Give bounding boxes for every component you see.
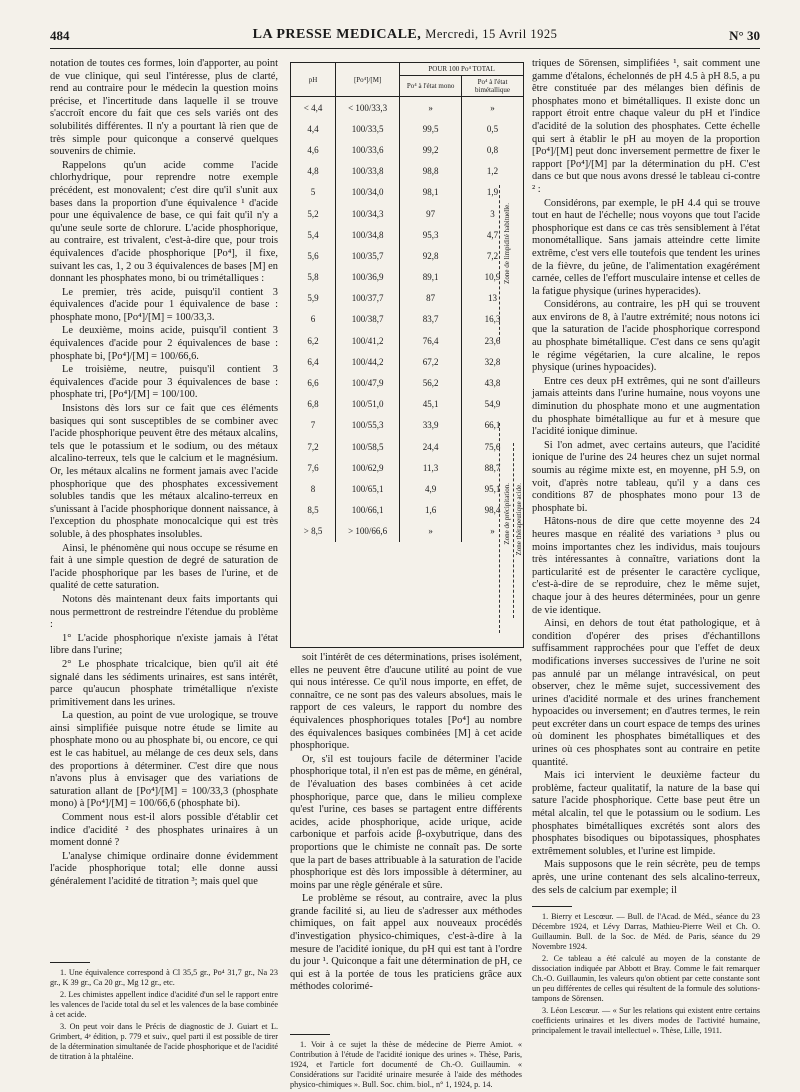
footnote: 1. Bierry et Lescœur. — Bull. de l'Acad. de Méd., séance du 23 Décembre 1924, et Lévy Darras, Mathieu-Pierre Weil et Ch. O. Guillaumin. Bull. de la Soc. de Méd. de Paris, séance du 29 Novembre 1924. <box>532 912 760 951</box>
page-number: 484 <box>50 28 70 43</box>
table-row <box>291 97 523 119</box>
mono-cell: 11,3 <box>400 457 462 478</box>
footnote: 2. Les chimistes appellent indice d'acidité d'un sel le rapport entre les valences de l'acide total du sel et les valences de la base combinée à cet acide. <box>50 990 278 1019</box>
footnote-rule <box>50 962 90 963</box>
footnote: 2. Ce tableau a été calculé au moyen de la constante de dissociation indiquée par Abbott et Bray. Comme le fait remarquer Ch.-O. Guillaumin, les valeurs qu'on obtient par cette constante sont un peu différentes de celles qui résultent de la formule des solutions-tampons de Sörensen. <box>532 954 760 1003</box>
paragraph: soit l'intérêt de ces déterminations, prises isolément, elles ne peuvent être d'aucune utilité au point de vue qui nous intéresse. Ce qu'il nous importe, en effet, de connaître, ce ne sont pas des valeurs absolues, mais le rapport de ces valeurs, le rapport du nombre des équivalences phosphoriques totales [Po⁴] au nombre des équivalences basiques combinées [M] à cet acide phosphorique. <box>290 652 522 752</box>
ph-cell: 4,6 <box>291 139 336 160</box>
paragraph: La question, au point de vue urologique, se trouve ainsi simplifiée puisque notre étude se limite au phosphate mono ou au phosphate bi, ou encore, ce qui est le cas habituel, au mélange de ces deux sels, dans des proportions à déterminer. C'est dire que nous n'avons plus à envisager que des variations de saturation allant de [Po⁴]/[M] = 100/33,3 (phosphate mono) à [Po⁴]/[M] = 100/66,6 (phosphate bi). <box>50 710 278 810</box>
ph-cell: 8,5 <box>291 500 336 521</box>
bi-cell: 23,6 <box>484 335 501 346</box>
paragraph: Le troisième, neutre, puisqu'il contient 3 équivalences d'acide pour 3 équivalences de base : phosphate tri, [Po⁴]/[M] = 100/100. <box>50 364 278 401</box>
ratio-cell: 100/38,7 <box>336 309 400 330</box>
paragraph: Mais ici intervient le deuxième facteur du problème, facteur qualitatif, la nature de la base qui sature l'acide phosphorique. Cette base peut être un métal alcalin, tel que le potassium ou le sodium. Les phosphates bimétalliques excrétés sont alors des phosphates bisodiques ou bipotassiques, phosphates extrêmement solubles, et l'urine est limpide. <box>532 770 760 857</box>
bi-cell: 1,9 <box>486 187 499 198</box>
paragraph: Considérons, par exemple, le pH 4.4 qui se trouve tout en haut de l'échelle; nous voyons que tout l'acide phosphorique est dans ce cas très sensiblement à l'état monométallique. Sans jamais atteindre cette limite extrême, c'est vers elle toutefois que tendent les urines de la fièvre, du jeûne, de l'alimentation exagérément carnée, celles de l'effort musculaire intense et celles de la fatigue physique (urines hyperacides). <box>532 197 760 297</box>
footnote: 1. Une équivalence correspond à Cl 35,5 gr., Po⁴ 31,7 gr., Na 23 gr., K 39 gr., Ca 20 gr., Mg 12 gr., etc. <box>50 968 278 987</box>
bi-cell: 88,7 <box>484 462 501 473</box>
bi-cell: 98,4 <box>484 505 501 516</box>
table-row <box>291 203 523 224</box>
mono-cell: » <box>400 97 462 119</box>
issue-number: N° 30 <box>729 28 760 43</box>
ph-cell: 6,2 <box>291 330 336 351</box>
ph-table <box>290 62 524 648</box>
mono-cell: » <box>400 521 462 542</box>
ratio-cell: 100/33,8 <box>336 161 400 182</box>
bi-cell: 7,2 <box>486 250 499 261</box>
header-mono: Po⁴ à l'état mono <box>400 76 462 97</box>
table-row <box>291 224 523 245</box>
ph-cell: 5 <box>291 182 336 203</box>
zone-label-limpidity: Zone de limpidité habituelle. <box>503 203 511 284</box>
paragraph: Le premier, très acide, puisqu'il contient 3 équivalences d'acide pour 1 équivalence de base : phosphate mono, [Po⁴]/[M] = 100/33,3. <box>50 286 278 323</box>
paragraph: Or, s'il est toujours facile de déterminer l'acide phosphorique total, il n'en est pas de même, en général, de l'évaluation des bases combinées à cet acide phosphorique, parce que, dans le milieu complexe qu'est l'urine, ces bases se partagent entre différents acides, acide phosphorique, acide urique, acide carbonique et parfois acide β-oxybutrique, dans des proportions que le chimiste ne connaît pas. De sorte que la part de bases attribuable à la saturation de l'acide phosphorique est dès lors impossible à déterminer, au moins par une règle générale et sûre. <box>290 753 522 891</box>
bi-cell: 43,8 <box>484 378 501 389</box>
header-bi: Po⁴ à l'état bimétallique <box>462 76 523 97</box>
table-row <box>291 309 523 330</box>
issue-date: Mercredi, 15 Avril 1925 <box>425 27 558 41</box>
table-row <box>291 394 523 415</box>
paragraph: Comment nous est-il alors possible d'établir cet indice d'acidité ² des phosphates urinaires à un moment donné ? <box>50 812 278 849</box>
paragraph: Insistons dès lors sur ce fait que ces éléments basiques qui sont susceptibles de se combiner avec l'acide phosphorique peuvent être des métaux alcalins, tels que le potassium et le sodium, ou des métaux alcalino-terreux, tels que le calcium et le magnésium. Or, les métaux alcalins ne forment jamais avec l'acide phosphorique que des phosphates excessivement solubles tandis que les métaux alcalino-terreux en s'unissant à l'acide phosphorique donnent naissance, à l'exception du phosphate monocalcique qui est très soluble, à des phosphates insolubles. <box>50 403 278 540</box>
bi-cell: 54,9 <box>484 399 501 410</box>
ph-cell: 4,4 <box>291 118 336 139</box>
footnotes-left <box>50 968 278 1064</box>
column-right <box>532 58 760 898</box>
ratio-cell: 100/44,2 <box>336 351 400 372</box>
paragraph: Ainsi, en dehors de tout état pathologique, et à condition d'opérer des prises d'échantillons suffisamment rapprochées pour que l'effet de deux modifications inverses successives de l'urine ne soit pas annulé par un mélange intravésical, on peut observer, chez le même sujet, successivement des urines d'acidité normale et des urines franchement hypoacides ou inversement; en d'autres termes, le rein peut excréter dans un court espace de temps des urines où dominent les phosphates bimétalliques et des urines où ces phosphates sont au contraire en petite quantité. <box>532 618 760 768</box>
journal-title <box>50 27 760 43</box>
paragraph: triques de Sörensen, simplifiées ¹, sait comment une gamme d'étalons, échelonnés de pH 4.5 à pH 8.5, a pu être constituée par des mélanges bien définis de phosphates mono et bimétalliques. Il existe donc un rapport étroit entre chaque valeur du pH et l'indice d'acidité de la solution des phosphates. Cette échelle qui sert à établir le pH au moyen de la proportion [Po⁴]/[M] peut donc inversement permettre de fixer le rapport [Po⁴]/[M] par la détermination du pH. C'est dans ce but que nous avons dressé le tableau ci-contre ² : <box>532 58 760 195</box>
mono-cell: 56,2 <box>400 372 462 393</box>
footnote-rule <box>532 906 572 907</box>
paragraph: Entre ces deux pH extrêmes, qui ne sont d'ailleurs jamais atteints dans l'urine humaine, nous voyons une diminution du phosphate mono et une augmentation du phosphate bimétallique au fur et à mesure que l'acidité ionique diminue. <box>532 375 760 438</box>
bi-cell: 16,3 <box>484 314 501 325</box>
ph-cell: 4,8 <box>291 161 336 182</box>
column-left <box>50 58 278 890</box>
footnote: 3. Léon Lescœur. — « Sur les relations qui existent entre certains coefficients urinaires et les divers modes de l'activité humaine, principalement le travail intellectuel ». Thèse, Lille, 1911. <box>532 1006 760 1035</box>
table-row <box>291 182 523 203</box>
mono-cell: 24,4 <box>400 436 462 457</box>
paragraph: Si l'on admet, avec certains auteurs, que l'acidité ionique de l'urine des 24 heures chez un sujet normal soumis au régime mixte est, en moyenne, pH 5.9, on voit, d'après notre tableau, qu'il y a dans ces conditions 87 de phosphates mono pour 13 de phosphate bi. <box>532 439 760 514</box>
ratio-cell: > 100/66,6 <box>336 521 400 542</box>
bi-cell: 32,8 <box>484 356 501 367</box>
mono-cell: 98,1 <box>400 182 462 203</box>
bi-cell: 4,7 <box>486 229 499 240</box>
mono-cell: 87 <box>400 288 462 309</box>
ratio-cell: 100/37,7 <box>336 288 400 309</box>
footnotes-right <box>532 912 760 1038</box>
table-row <box>291 288 523 309</box>
mono-cell: 33,9 <box>400 415 462 436</box>
table-row <box>291 245 523 266</box>
table-row <box>291 436 523 457</box>
ph-cell: 5,6 <box>291 245 336 266</box>
zone-bracket <box>499 423 500 633</box>
zone-label-therapeutic: Zone thérapeutique acide. <box>515 483 523 556</box>
paragraph: Considérons, au contraire, les pH qui se trouvent aux environs de 8, à l'autre extrémité; nous notons ici que la saturation de l'acide phosphorique correspond au phosphate bimétallique. C'est dans ce sens qu'agit le régime végétarien, la cure alcaline, le repos physique (urines hypoacides). <box>532 299 760 374</box>
bi-cell: 1,2 <box>486 166 499 177</box>
table-row <box>291 521 523 542</box>
zone-bracket <box>499 185 500 340</box>
table-row <box>291 139 523 160</box>
zone-label-precipitation: Zone de précipitation. <box>503 483 511 545</box>
ph-cell: 8 <box>291 478 336 499</box>
ph-cell: < 4,4 <box>291 97 336 119</box>
mono-cell: 89,1 <box>400 267 462 288</box>
ratio-cell: 100/55,3 <box>336 415 400 436</box>
header-ph: pH <box>291 63 336 97</box>
footnote: 3. On peut voir dans le Précis de diagnostic de J. Guiart et L. Grimbert, 4ᵉ édition, p. 779 et suiv., quel parti il est possible de tirer de la détermination simultanée de l'acide phosphorique et de l'acidité de titration à la phtaléine. <box>50 1022 278 1061</box>
ph-cell: > 8,5 <box>291 521 336 542</box>
table-row <box>291 372 523 393</box>
footnotes-middle <box>290 1040 522 1092</box>
ph-cell: 6,4 <box>291 351 336 372</box>
mono-cell: 1,6 <box>400 500 462 521</box>
ratio-cell: 100/34,8 <box>336 224 400 245</box>
mono-cell: 98,8 <box>400 161 462 182</box>
ph-cell: 7,2 <box>291 436 336 457</box>
paragraph: 1° L'acide phosphorique n'existe jamais à l'état libre dans l'urine; <box>50 632 278 657</box>
paragraph: Mais supposons que le rein sécrète, peu de temps après, une urine contenant des sels alcalino-terreux, des sels de calcium par exemple; il <box>532 859 760 896</box>
footnote: 1. Voir à ce sujet la thèse de médecine de Pierre Amiot. « Contribution à l'étude de l'acidité ionique des urines ». Thèse, Paris, 1924, et l'article fort documenté de Ch.-O. Guillaumin. « Considérations sur l'acidité urinaire mesurée à l'aide des méthodes physico-chimiques ». Bull. Soc. chim. biol., n° 1, 1924, p. 14. <box>290 1040 522 1089</box>
table-row <box>291 457 523 478</box>
mono-cell: 45,1 <box>400 394 462 415</box>
ph-cell: 6,8 <box>291 394 336 415</box>
paragraph: notation de toutes ces formes, loin d'apporter, au point de vue clinique, qui seul l'intéresse, plus de clarté, rend au contraire pour le médecin la question moins précise, et l'incertitude dans laquelle il se trouve s'accroît encore du fait que ces sels variés ont des solubilités différentes. Il n'y a pourtant là rien que de très simple pour quiconque a conservé quelques souvenirs de chimie. <box>50 58 278 158</box>
mono-cell: 83,7 <box>400 309 462 330</box>
ratio-cell: 100/51,0 <box>336 394 400 415</box>
ratio-cell: 100/34,0 <box>336 182 400 203</box>
bi-cell: 66,1 <box>484 420 501 431</box>
mono-cell: 92,8 <box>400 245 462 266</box>
bi-cell: » <box>490 526 495 537</box>
ph-cell: 7,6 <box>291 457 336 478</box>
ratio-cell: 100/34,3 <box>336 203 400 224</box>
ratio-cell: 100/62,9 <box>336 457 400 478</box>
paragraph: Notons dès maintenant deux faits importants qui nous permettront de restreindre l'étendue du problème : <box>50 593 278 631</box>
table-row <box>291 478 523 499</box>
ph-cell: 5,8 <box>291 267 336 288</box>
paragraph: Le deuxième, moins acide, puisqu'il contient 3 équivalences d'acide pour 2 équivalences de base : phosphate bi, [Po⁴]/[M] = 100/66,6. <box>50 325 278 362</box>
paragraph: L'analyse chimique ordinaire donne évidemment l'acide phosphorique total; elle donne aussi généralement l'acidité de titration ³; mais quel que <box>50 850 278 887</box>
bi-cell: 3 <box>490 208 495 219</box>
paragraph: Le problème se résout, au contraire, avec la plus grande facilité si, au lieu de s'adresser aux méthodes chimiques, on fait appel aux nouveaux procédés d'investigation physico-chimiques, c'est-à-dire à la mesure de l'acidité ionique, du pH qui est tant à l'ordre du jour ¹. Quiconque a fait une détermination de pH, ce qui est à la portée de tous les praticiens grâce aux méthodes colorimé- <box>290 893 522 993</box>
header-group: POUR 100 Po⁴ TOTAL <box>400 63 523 76</box>
mono-cell: 99,2 <box>400 139 462 160</box>
bi-cell: 0,8 <box>486 144 499 155</box>
ratio-cell: 100/47,9 <box>336 372 400 393</box>
ratio-cell: 100/65,1 <box>336 478 400 499</box>
ratio-cell: 100/66,1 <box>336 500 400 521</box>
bi-cell: 75,6 <box>484 441 501 452</box>
bi-cell: » <box>490 102 495 113</box>
table-row <box>291 415 523 436</box>
mono-cell: 95,3 <box>400 224 462 245</box>
page-header <box>50 26 760 49</box>
header-ratio: [Po⁴]/[M] <box>336 63 400 97</box>
mono-cell: 97 <box>400 203 462 224</box>
mono-cell: 99,5 <box>400 118 462 139</box>
ph-cell: 7 <box>291 415 336 436</box>
ph-cell: 5,4 <box>291 224 336 245</box>
mono-cell: 67,2 <box>400 351 462 372</box>
table-row <box>291 500 523 521</box>
ratio-cell: < 100/33,3 <box>336 97 400 119</box>
ph-cell: 6 <box>291 309 336 330</box>
column-middle <box>290 652 522 995</box>
ratio-cell: 100/33,6 <box>336 139 400 160</box>
paragraph: 2° Le phosphate tricalcique, bien qu'il ait été signalé dans les sédiments urinaires, est sans intérêt, parce qu'aucun phosphate trimétallique n'existe primitivement dans les urines. <box>50 658 278 708</box>
table-row <box>291 330 523 351</box>
bi-cell: 10,9 <box>484 272 501 283</box>
ph-cell: 6,6 <box>291 372 336 393</box>
mono-cell: 4,9 <box>400 478 462 499</box>
journal-name: LA PRESSE MEDICALE, <box>252 27 422 42</box>
ph-cell: 5,9 <box>291 288 336 309</box>
mono-cell: 76,4 <box>400 330 462 351</box>
ratio-cell: 100/58,5 <box>336 436 400 457</box>
table-row <box>291 161 523 182</box>
bi-cell: 95,1 <box>484 483 501 494</box>
ph-cell: 5,2 <box>291 203 336 224</box>
footnote-rule <box>290 1034 330 1035</box>
paragraph: Hâtons-nous de dire que cette moyenne des 24 heures masque en réalité des variations ³ plus ou moins importantes chez les individus, mais toujours très intéressantes à connaître, variations dont la particularité est de présenter le caractère cyclique, c'est-à-dire de se reproduire, chez le même sujet, chaque jour à des heures déterminées, pour un genre de vie identique. <box>532 516 760 616</box>
ratio-cell: 100/41,2 <box>336 330 400 351</box>
paragraph: Rappelons qu'un acide comme l'acide chlorhydrique, pour reprendre notre exemple précédent, est monovalent; c'est dire qu'il s'unit aux bases dans la proportion d'une équivalence ¹ d'acide pour une équivalence de base, ce qui fait qu'il n'y a qu'une seule sorte de chlorure. L'acide phosphorique, au contraire, est trivalent, c'est-à-dire que, pour trois équivalences d'acide phosphorique [Po⁴], il fixe, suivant les cas, 1, 2 ou 3 équivalences de bases [M] en donnant les phosphates mono, bi ou trimétalliques : <box>50 159 278 285</box>
table-row <box>291 267 523 288</box>
table-row <box>291 118 523 139</box>
bi-cell: 13 <box>488 293 498 304</box>
table-row <box>291 351 523 372</box>
ratio-cell: 100/35,7 <box>336 245 400 266</box>
paragraph: Ainsi, le phénomène qui nous occupe se résume en fait à une simple question de degré de saturation de l'acide phosphorique par les bases de l'urine, et de qualité de cette saturation. <box>50 542 278 592</box>
ratio-cell: 100/33,5 <box>336 118 400 139</box>
bi-cell: 0,5 <box>486 123 499 134</box>
zone-bracket <box>513 443 514 618</box>
ratio-cell: 100/36,9 <box>336 267 400 288</box>
